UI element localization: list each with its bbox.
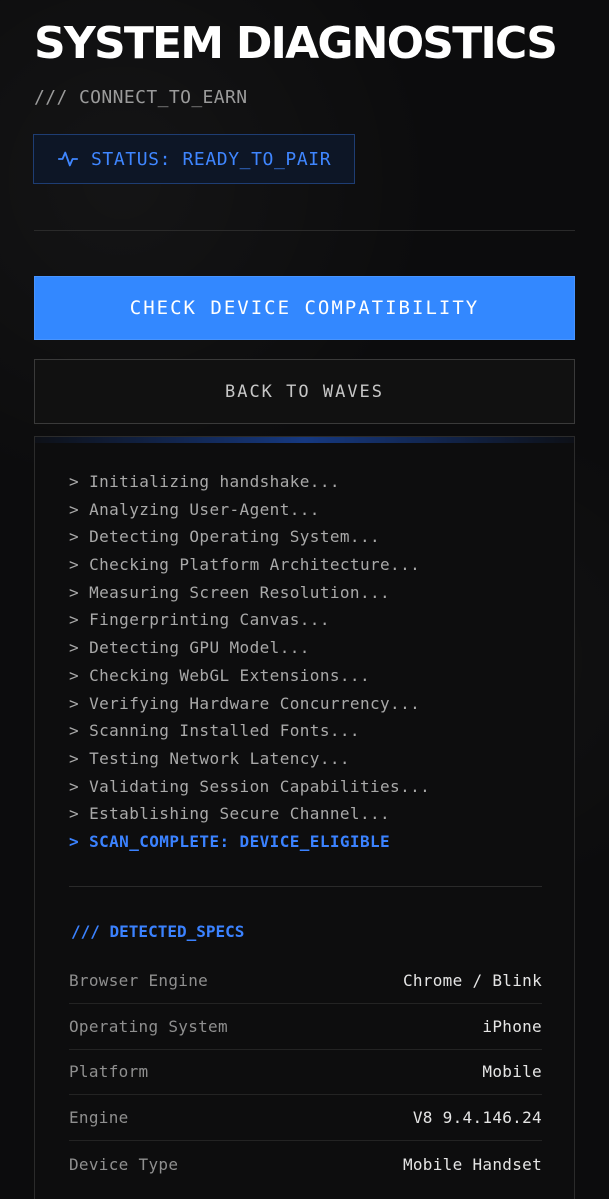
log-line: > Testing Network Latency... [69, 748, 350, 768]
spec-row-browser-engine [69, 958, 542, 1004]
log-line: > Detecting Operating System... [69, 527, 381, 547]
spec-value: iPhone [482, 1016, 542, 1036]
spec-row-operating-system [69, 1004, 542, 1050]
console-top-glow [35, 437, 574, 443]
spec-row-device-type [69, 1141, 542, 1187]
log-line: > Measuring Screen Resolution... [69, 582, 391, 602]
scan-log-list [69, 468, 430, 856]
spec-value: Mobile [482, 1062, 542, 1082]
log-line: > Analyzing User-Agent... [69, 499, 320, 519]
status-badge [33, 134, 355, 184]
spec-row-engine [69, 1095, 542, 1141]
back-to-waves-button[interactable]: BACK TO WAVES [34, 359, 575, 424]
console-divider [69, 886, 542, 887]
log-line: > Establishing Secure Channel... [69, 804, 391, 824]
log-line: > Checking Platform Architecture... [69, 555, 421, 575]
log-line: > Validating Session Capabilities... [69, 776, 431, 796]
check-device-compatibility-button[interactable]: CHECK DEVICE COMPATIBILITY [34, 276, 575, 340]
log-line: > Verifying Hardware Concurrency... [69, 693, 421, 713]
activity-pulse-icon [57, 148, 79, 170]
log-line: > Scanning Installed Fonts... [69, 721, 360, 741]
detected-specs-heading: /// DETECTED_SPECS [71, 922, 245, 941]
connect-subtitle: /// CONNECT_TO_EARN [34, 87, 248, 108]
section-divider [34, 230, 575, 231]
spec-value: Chrome / Blink [402, 970, 542, 990]
log-line: > Checking WebGL Extensions... [69, 665, 370, 685]
spec-label: Engine [69, 1108, 129, 1128]
spec-label: Device Type [69, 1154, 179, 1174]
log-line: > Initializing handshake... [69, 472, 340, 491]
scan-complete-line: > SCAN_COMPLETE: DEVICE_ELIGIBLE [69, 831, 391, 851]
log-line: > Detecting GPU Model... [69, 638, 310, 658]
spec-label: Operating System [69, 1016, 228, 1036]
spec-value: V8 9.4.146.24 [412, 1108, 542, 1128]
status-text: STATUS: READY_TO_PAIR [91, 148, 332, 170]
log-line: > Fingerprinting Canvas... [69, 610, 330, 630]
spec-value: Mobile Handset [402, 1154, 542, 1174]
page-title: SYSTEM DIAGNOSTICS [34, 18, 557, 69]
spec-row-platform [69, 1050, 542, 1096]
spec-label: Browser Engine [69, 970, 209, 990]
detected-specs-table [69, 958, 542, 1187]
diagnostics-console [34, 436, 575, 1199]
spec-label: Platform [69, 1062, 149, 1082]
